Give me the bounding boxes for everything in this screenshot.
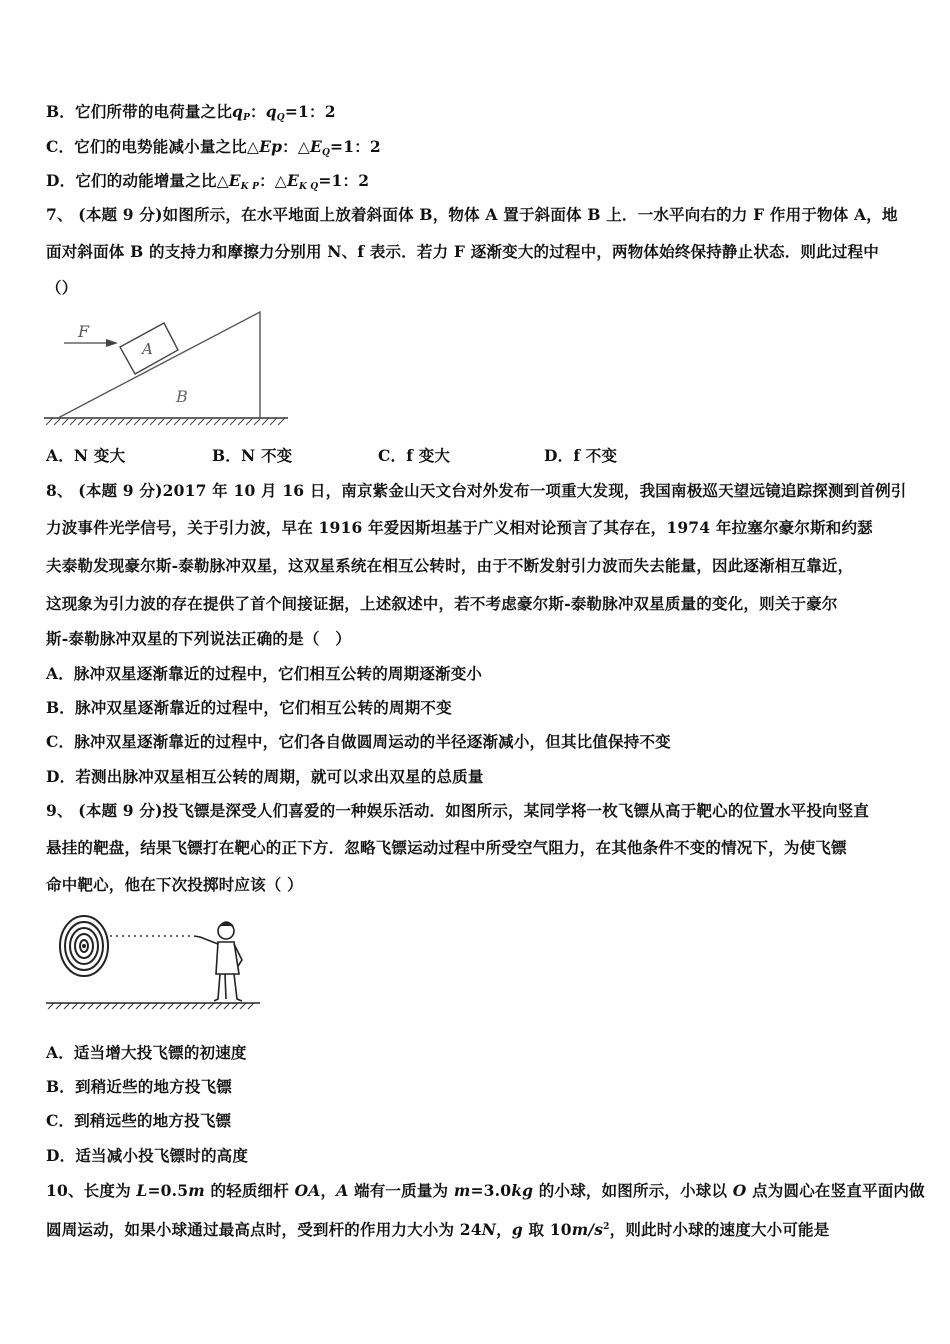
bullseye <box>82 944 86 948</box>
q8-stem-line: 这现象为引力波的存在提供了首个间接证据，上述叙述中，若不考虑豪尔斯-泰勒脉冲双星质量的变化，则关于豪尔 <box>46 594 838 613</box>
q7-stem-line: 7、 (本题 9 分)如图所示，在水平地面上放着斜面体 B，物体 A 置于斜面体 B 上．一水平向右的力 F 作用于物体 A，地 <box>46 205 898 224</box>
q6-option-d[interactable]: D．它们的动能增量之比$\triangle E_{K P}$：$\triangle E_{K Q}=1$：2 <box>46 171 370 192</box>
q9-option-d[interactable]: D．适当减小投飞镖时的高度 <box>46 1146 249 1165</box>
q8-option-b[interactable]: B．脉冲双星逐渐靠近的过程中，它们相互公转的周期不变 <box>46 698 452 717</box>
q9-stem-line: 9、 (本题 9 分)投飞镖是深受人们喜爱的一种娱乐活动．如图所示，某同学将一枚飞镖从高于靶心的位置水平投向竖直 <box>46 801 870 820</box>
thrower-figure <box>194 922 242 1001</box>
wedge-label: B <box>176 387 188 406</box>
q7-option-c[interactable]: C．f 变大 <box>378 446 451 465</box>
q9-stem-line: 命中靶心，他在下次投掷时应该（ ） <box>46 875 303 894</box>
q7-option-d[interactable]: D．f 不变 <box>544 446 618 465</box>
q8-stem-line: 力波事件光学信号，关于引力波，早在 1916 年爱因斯坦基于广义相对论预言了其存在，1974 年拉塞尔豪尔斯和约瑟 <box>46 518 873 537</box>
q9-option-a[interactable]: A．适当增大投飞镖的初速度 <box>46 1043 247 1062</box>
block-label: A <box>142 340 153 358</box>
q8-option-d[interactable]: D．若测出脉冲双星相互公转的周期，就可以求出双星的总质量 <box>46 767 484 786</box>
q7-option-b[interactable]: B．N 不变 <box>212 446 293 465</box>
q7-stem-line: （） <box>46 278 78 297</box>
q10-stem-line: 10、长度为 L=0.5m 的轻质细杆 OA，A 端有一质量为 m=3.0kg 的小球，如图所示，小球以 O 点为圆心在竖直平面内做 <box>46 1181 925 1200</box>
q9-option-c[interactable]: C．到稍远些的地方投飞镖 <box>46 1111 232 1130</box>
q8-stem-line: 夫泰勒发现豪尔斯-泰勒脉冲双星，这双星系统在相互公转时，由于不断发射引力波而失去能量，因此逐渐相互靠近， <box>46 556 854 575</box>
q7-stem-line: 面对斜面体 B 的支持力和摩擦力分别用 N、f 表示．若力 F 逐渐变大的过程中，两物体始终保持静止状态．则此过程中 <box>46 242 879 261</box>
q7-option-a[interactable]: A．N 变大 <box>46 446 126 465</box>
q10-stem-line: 圆周运动，如果小球通过最高点时，受到杆的作用力大小为 24N，g 取 $10m/s^2$，则此时小球的速度大小可能是 <box>46 1220 830 1239</box>
ground-hatching <box>46 418 285 425</box>
force-label: F <box>78 322 90 341</box>
q6-option-c[interactable]: C．它们的电势能减小量之比△Ep：$\triangle E_Q=1$：2 <box>46 137 381 158</box>
q6-option-b[interactable]: B．它们所带的电荷量之比$q_P$：$q_Q=1$：2 <box>46 102 336 123</box>
q7-incline-figure <box>44 308 290 432</box>
q7-options <box>46 446 908 466</box>
q8-stem-line: 8、 (本题 9 分)2017 年 10 月 16 日，南京紫金山天文台对外发布一项重大发现，我国南极巡天望远镜追踪探测到首例引 <box>46 481 907 500</box>
q8-option-c[interactable]: C．脉冲双星逐渐靠近的过程中，它们各自做圆周运动的半径逐渐减小，但其比值保持不变 <box>46 732 671 751</box>
q8-option-a[interactable]: A．脉冲双星逐渐靠近的过程中，它们相互公转的周期逐渐变小 <box>46 664 483 683</box>
ground-hatching <box>48 1003 254 1009</box>
q8-stem-line: 斯-泰勒脉冲双星的下列说法正确的是（ ） <box>46 629 351 648</box>
q9-option-b[interactable]: B．到稍近些的地方投飞镖 <box>46 1077 233 1096</box>
q9-dart-figure <box>44 904 262 1014</box>
force-arrowhead <box>106 339 118 347</box>
q9-stem-line: 悬挂的靶盘，结果飞镖打在靶心的正下方．忽略飞镖运动过程中所受空气阻力，在其他条件不变的情况下，为使飞镖 <box>46 838 847 857</box>
